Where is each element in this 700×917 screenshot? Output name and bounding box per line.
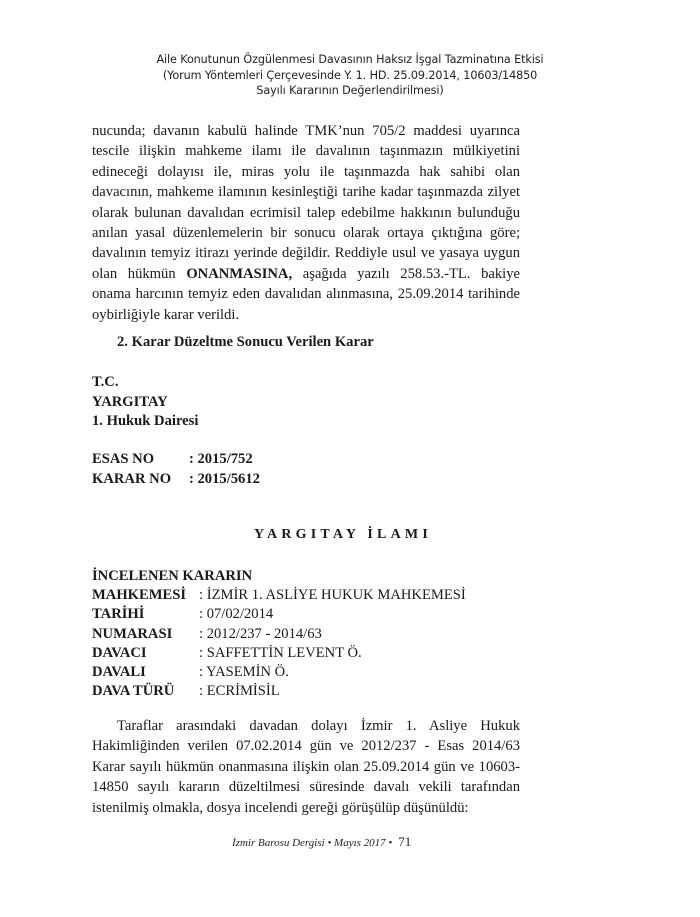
section-heading: 2. Karar Düzeltme Sonucu Verilen Karar xyxy=(117,334,374,350)
reviewed-row xyxy=(92,682,466,701)
reviewed-value: : 2012/237 - 2014/63 xyxy=(199,625,322,642)
reviewed-value: : ECRİMİSİL xyxy=(199,683,280,700)
journal-name: İzmir Barosu Dergisi • Mayıs 2017 • xyxy=(232,837,393,849)
paragraph-1-bold: ONANMASINA, xyxy=(186,265,293,282)
running-head xyxy=(110,52,590,99)
karar-row xyxy=(92,470,260,490)
reviewed-value: : YASEMİN Ö. xyxy=(199,664,289,681)
reviewed-decision xyxy=(92,567,466,701)
reviewed-heading: İNCELENEN KARARIN xyxy=(92,568,253,584)
running-head-line-2: (Yorum Yöntemleri Çerçevesinde Y. 1. HD. 25.09.2014, 10603/14850 xyxy=(162,68,538,82)
reviewed-label: TARİHİ xyxy=(92,606,145,623)
case-numbers xyxy=(92,450,260,489)
paragraph-1 xyxy=(92,121,520,325)
reviewed-label: MAHKEMESİ xyxy=(92,587,187,604)
page-footer xyxy=(232,833,411,851)
paragraph-2-text: Taraflar arasındaki davadan dolayı İzmir 1. Asliye Hukuk Hakimliğinden verilen 07.02.2014 gün ve 2012/237 - Esas 2014/63 Karar sayılı hükmün onanmasına ilişkin olan 25.09.2014 gün ve 10603-14850 sayılı kararın düzeltilmesi süresinde davalı vekili tarafından istenilmiş olmakla, dosya incelendi gereği görüşülüp düşünüldü: xyxy=(92,718,520,816)
running-head-line-3: Sayılı Kararının Değerlendirilmesi) xyxy=(256,84,444,97)
paragraph-2 xyxy=(92,716,520,818)
esas-row xyxy=(92,450,260,470)
reviewed-value: : 07/02/2014 xyxy=(199,606,274,623)
court-line-1: T.C. xyxy=(92,374,119,390)
ilam-title: YARGITAY İLAMI xyxy=(254,527,432,542)
esas-value: : 2015/752 xyxy=(189,451,253,467)
reviewed-value: : İZMİR 1. ASLİYE HUKUK MAHKEMESİ xyxy=(199,587,466,604)
reviewed-value: : SAFFETTİN LEVENT Ö. xyxy=(199,644,362,661)
reviewed-row xyxy=(92,625,466,644)
karar-label: KARAR NO xyxy=(92,470,172,487)
reviewed-label: DAVALI xyxy=(92,664,146,681)
running-head-line-1: Aile Konutunun Özgülenmesi Davasının Haksız İşgal Tazminatına Etkisi xyxy=(156,53,544,66)
paragraph-1-text-a: nucunda; davanın kabulü halinde TMK’nun 705/2 maddesi uyarınca tescile ilişkin mahkeme ilamı ile davalının taşınmazın mülkiyetini edineceği dolayısı ile, miras yolu ile taşınmazda hak sahibi olan davacının, mahkeme ilamının kesinleştiği tarihe kadar taşınmazda zilyet olarak bulunan davalıdan ecrimisil talep edebilme hakkının bulunduğu anılan yasal düzenlemelerin bir sonucu olarak ortaya çıktığına göre; davalının temyiz itirazı yerinde değildir. Reddiyle usul ve yasaya uygun olan hükmün xyxy=(92,123,520,282)
court-line-3: 1. Hukuk Dairesi xyxy=(92,413,199,429)
court-block xyxy=(92,373,198,432)
court-line-2: YARGITAY xyxy=(92,393,168,410)
esas-label: ESAS NO xyxy=(92,451,155,467)
reviewed-label: DAVA TÜRÜ xyxy=(92,683,175,700)
paragraph-1-text-b: aşağıda yazılı 258.53.-TL. bakiye onama harcının temyiz eden davalıdan alınmasına, 25.09.2014 tarihinde oybirliğiyle karar verildi. xyxy=(92,265,520,323)
reviewed-row xyxy=(92,605,466,624)
reviewed-row xyxy=(92,644,466,663)
karar-value: : 2015/5612 xyxy=(189,470,260,487)
reviewed-row xyxy=(92,663,466,682)
page-number: 71 xyxy=(398,834,412,849)
reviewed-row xyxy=(92,586,466,605)
reviewed-label: DAVACI xyxy=(92,644,147,661)
reviewed-label: NUMARASI xyxy=(92,625,173,642)
